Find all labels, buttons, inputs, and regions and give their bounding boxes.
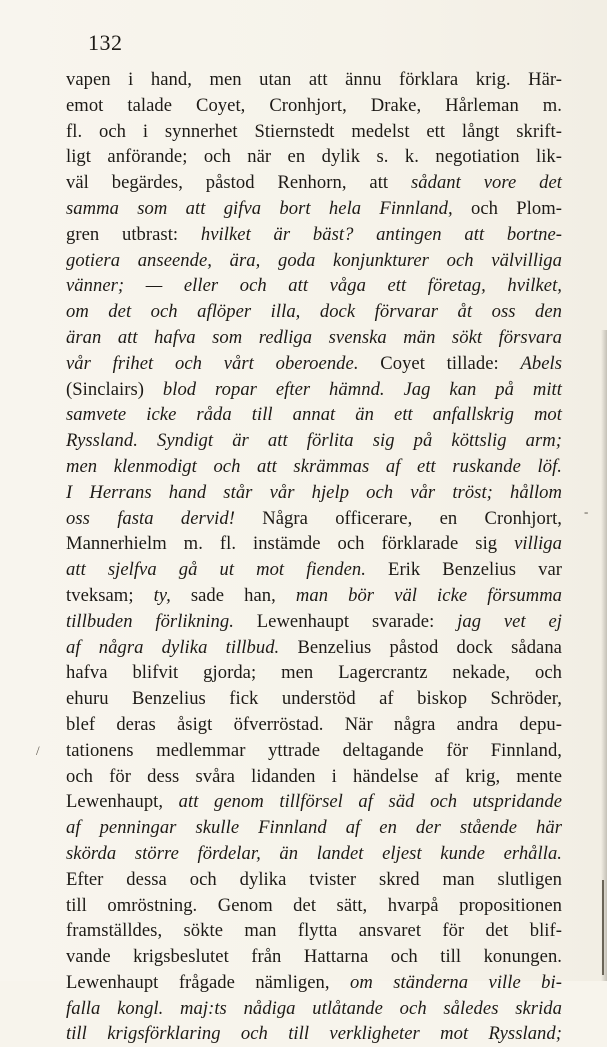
text-line	[66, 325, 562, 351]
text-line	[66, 815, 562, 841]
text-line	[66, 67, 562, 93]
text-segment: Erik Benzelius var	[365, 559, 562, 581]
italic-text-segment: ty,	[153, 584, 171, 606]
italic-text-segment: men klenmodigt och att skrämmas af ett ruskande löf.	[66, 455, 562, 477]
italic-text-segment: villiga	[514, 533, 562, 555]
text-segment: vande krigsbeslutet från Hattarna och till konungen.	[66, 946, 562, 968]
text-line	[66, 609, 562, 635]
text-segment: Lewenhaupt svarade:	[233, 610, 458, 632]
italic-text-segment: gotiera anseende, ära, goda konjunkturer och välvilliga	[66, 249, 562, 271]
text-line	[66, 841, 562, 867]
text-line	[66, 351, 562, 377]
text-segment: Lewenhaupt,	[66, 791, 179, 813]
text-segment: Coyet tillade:	[358, 352, 521, 374]
text-segment: (Sinclairs)	[66, 378, 163, 400]
text-segment: sade han,	[170, 584, 296, 606]
text-segment: och för dess svåra lidanden i händelse af krig, mente	[66, 765, 562, 787]
italic-text-segment: att sjelfva gå ut mot fienden.	[66, 559, 366, 581]
text-segment: ligt anförande; och när en dylik s. k. negotiation lik-	[66, 146, 562, 168]
page-edge-line	[602, 880, 604, 975]
italic-text-segment: jag vet ej	[457, 610, 563, 632]
italic-text-segment: vår frihet och vårt oberoende.	[66, 352, 359, 374]
text-segment: Mannerhielm m. fl. instämde och förklarade sig	[66, 533, 515, 555]
italic-text-segment: Abels	[520, 352, 563, 374]
text-segment: hafva blifvit gjorda; men Lagercrantz nekade, och	[66, 662, 562, 684]
text-line	[66, 248, 562, 274]
text-segment: fl. och i synnerhet Stiernstedt medelst ett långt skrift-	[66, 120, 562, 142]
text-segment: ehuru Benzelius fick understöd af biskop Schröder,	[66, 688, 562, 710]
italic-text-segment: oss fasta dervid!	[66, 507, 235, 529]
italic-text-segment: skörda större fördelar, än landet eljest kunde erhålla.	[66, 842, 562, 864]
text-line	[66, 170, 562, 196]
text-line	[66, 93, 562, 119]
margin-slash-mark: /	[36, 743, 40, 758]
text-segment: väl begärdes, påstod Renhorn, att	[66, 172, 411, 194]
text-line	[66, 583, 562, 609]
text-line	[66, 686, 562, 712]
text-segment: tationens medlemmar yttrade deltagande för Finnland,	[66, 739, 562, 761]
text-line	[66, 506, 562, 532]
text-line	[66, 660, 562, 686]
text-line	[66, 299, 562, 325]
italic-text-segment: att genom tillförsel af säd och utspridande	[178, 791, 563, 813]
text-segment: och Plom-	[452, 197, 562, 219]
text-line	[66, 1021, 562, 1047]
text-line	[66, 996, 562, 1022]
text-line	[66, 119, 562, 145]
text-segment: vapen i hand, men utan att ännu förklara krig. Här-	[66, 69, 562, 90]
text-segment: Några officerare, en Cronhjort,	[234, 507, 562, 529]
text-line	[66, 428, 562, 454]
margin-dash-mark: -	[584, 504, 589, 519]
text-segment: gren utbrast:	[66, 223, 201, 245]
italic-text-segment: blod ropar efter hämnd. Jag kan på mitt	[162, 378, 562, 400]
text-line	[66, 557, 562, 583]
text-line	[66, 764, 562, 790]
text-line	[66, 944, 562, 970]
text-line	[66, 222, 562, 248]
italic-text-segment: hvilket är bäst? antingen att bortne-	[200, 223, 562, 245]
page-number: 132	[88, 30, 123, 55]
text-segment: till omröstning. Genom det sätt, hvarpå propositionen	[66, 894, 562, 916]
text-line	[66, 531, 562, 557]
text-line	[66, 712, 562, 738]
text-segment: emot talade Coyet, Cronhjort, Drake, Hårleman m.	[66, 94, 562, 116]
text-line	[66, 377, 562, 403]
text-line	[66, 635, 562, 661]
italic-text-segment: samma som att gifva bort hela Finnland,	[66, 197, 453, 219]
italic-text-segment: I Herrans hand står vår hjelp och vår tröst; hållom	[66, 481, 562, 503]
italic-text-segment: om det och aflöper illa, dock förvarar åt oss den	[66, 301, 562, 323]
text-line	[66, 480, 562, 506]
italic-text-segment: tillbuden förlikning.	[66, 610, 234, 632]
italic-text-segment: äran att hafva som redliga svenska män sökt försvara	[66, 326, 562, 348]
text-line	[66, 970, 562, 996]
body-text	[66, 67, 562, 1047]
italic-text-segment: Ryssland. Syndigt är att förlita sig på köttslig arm;	[66, 430, 562, 452]
text-segment: Efter dessa och dylika tvister skred man slutligen	[66, 868, 562, 890]
italic-text-segment: man bör väl icke försumma	[295, 584, 563, 606]
italic-text-segment: samvete icke råda till annat än ett anfallskrig mot	[66, 404, 562, 426]
italic-text-segment: af några dylika tillbud.	[66, 636, 280, 658]
text-line	[66, 789, 562, 815]
text-line	[66, 867, 562, 893]
text-segment: Lewenhaupt frågade nämligen,	[66, 971, 351, 993]
text-segment: tveksam;	[66, 584, 154, 606]
italic-text-segment: till krigsförklaring och till verkligheter mot Ryssland;	[66, 1023, 562, 1045]
text-line	[66, 273, 562, 299]
text-line	[66, 918, 562, 944]
text-line	[66, 402, 562, 428]
italic-text-segment: falla kongl. maj:ts nådiga utlåtande och således skrida	[66, 997, 562, 1019]
text-line	[66, 454, 562, 480]
italic-text-segment: af penningar skulle Finnland af en der stående här	[66, 817, 562, 839]
italic-text-segment: sådant vore det	[410, 172, 562, 194]
text-line	[66, 144, 562, 170]
text-segment: blef deras åsigt öfverröstad. När några andra depu-	[66, 713, 562, 735]
text-line	[66, 893, 562, 919]
text-segment: Benzelius påstod dock sådana	[279, 636, 562, 658]
text-line	[66, 738, 562, 764]
text-segment: framställdes, sökte man flytta ansvaret för det blif-	[66, 920, 562, 942]
text-line	[66, 196, 562, 222]
italic-text-segment: vänner; — eller och att våga ett företag, hvilket,	[66, 275, 562, 297]
italic-text-segment: om ständerna ville bi-	[350, 971, 562, 993]
